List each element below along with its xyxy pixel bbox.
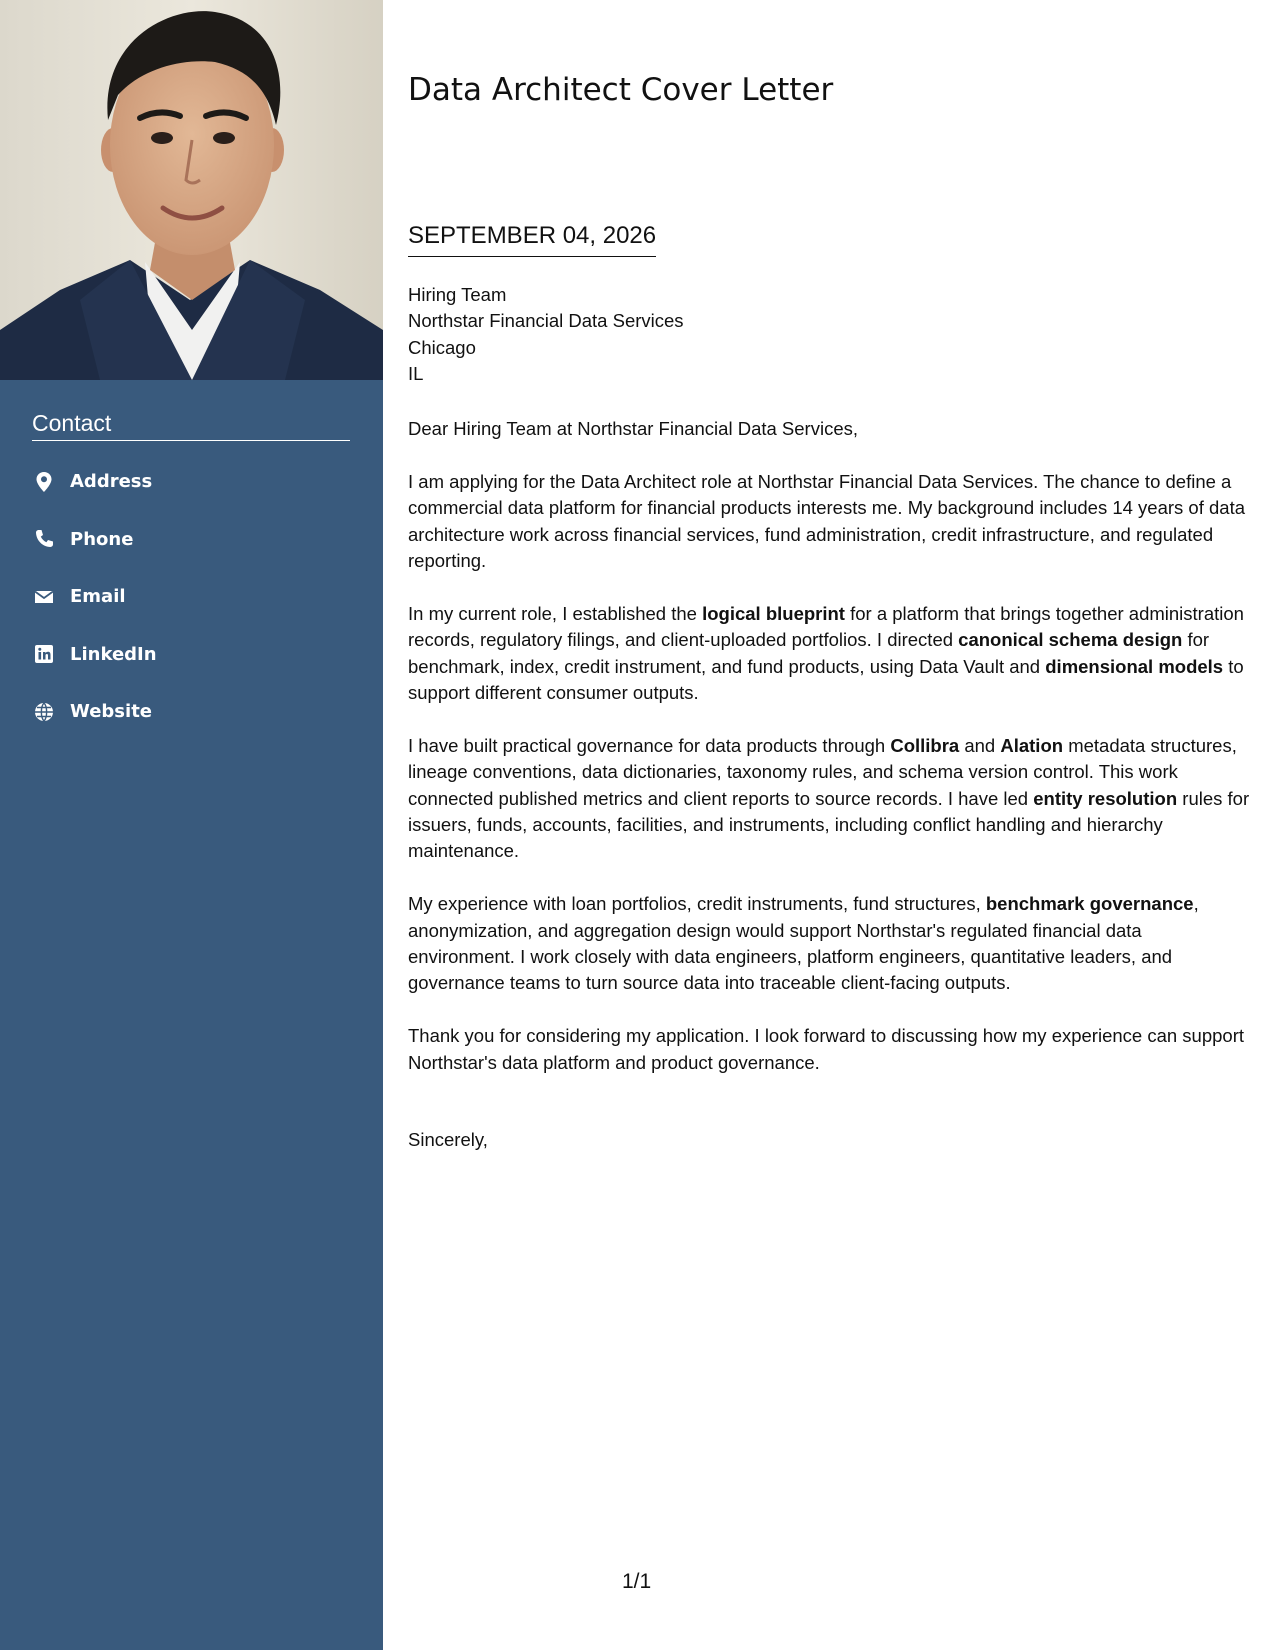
profile-photo [0, 0, 383, 380]
map-pin-icon [32, 470, 56, 494]
paragraph-5: Thank you for considering my application. I look forward to discussing how my experience can support Northstar's data platform and product governance. [408, 1025, 1245, 1073]
contact-label-address: Address [70, 471, 153, 493]
contact-label-linkedin: LinkedIn [70, 643, 157, 665]
letter-date: SEPTEMBER 04, 2026 [408, 222, 656, 257]
paragraph-3: I have built practical governance for data products through Collibra and Alation metadata structures, lineage conventions, data dictionaries, taxonomy rules, and schema version control. This work connected published metrics and client reports to source records. I have led entity resolution rules for issuers, funds, accounts, facilities, and instruments, including conflict handling and hierarchy maintenance. [408, 734, 1250, 862]
contact-label-phone: Phone [70, 528, 134, 550]
recipient-block [408, 282, 684, 387]
salutation: Dear Hiring Team at Northstar Financial Data Services, [408, 418, 858, 439]
phone-icon [32, 527, 56, 551]
globe-icon [32, 700, 56, 724]
page-number: 1/1 [622, 1570, 652, 1593]
recipient-company: Northstar Financial Data Services [408, 310, 684, 332]
linkedin-icon [32, 642, 56, 666]
contact-item-address[interactable] [32, 453, 157, 511]
paragraph-2: In my current role, I established the logical blueprint for a platform that brings together administration records, regulatory filings, and client-uploaded portfolios. I directed canonical schema design for benchmark, index, credit instrument, and fund products, using Data Vault and dimensional models to support different consumer outputs. [408, 602, 1244, 704]
document-title: Data Architect Cover Letter [408, 72, 834, 108]
closing: Sincerely, [408, 1129, 488, 1150]
contact-item-website[interactable] [32, 683, 157, 741]
contact-item-phone[interactable] [32, 511, 157, 569]
recipient-city: Chicago [408, 336, 476, 358]
sidebar [0, 0, 383, 1650]
portrait-illustration [0, 0, 383, 380]
contact-item-email[interactable] [32, 568, 157, 626]
contact-list [32, 453, 157, 741]
contact-label-website: Website [70, 701, 153, 723]
envelope-icon [32, 585, 56, 609]
contact-label-email: Email [70, 586, 126, 608]
contact-item-linkedin[interactable] [32, 626, 157, 684]
recipient-name: Hiring Team [408, 284, 507, 305]
recipient-state: IL [408, 362, 424, 384]
contact-heading: Contact [32, 410, 350, 441]
letter-content [408, 416, 1253, 1102]
paragraph-1: I am applying for the Data Architect role at Northstar Financial Data Services. The chance to define a commercial data platform for financial products interests me. My background includes 14 years of data architecture work across financial services, fund administration, credit infrastructure, and regulated reporting. [408, 470, 1246, 572]
paragraph-4: My experience with loan portfolios, credit instruments, fund structures, benchmark governance, anonymization, and aggregation design would support Northstar's regulated financial data environment. I work closely with data engineers, platform engineers, quantitative leaders, and governance teams to turn source data into traceable client-facing outputs. [408, 893, 1199, 994]
